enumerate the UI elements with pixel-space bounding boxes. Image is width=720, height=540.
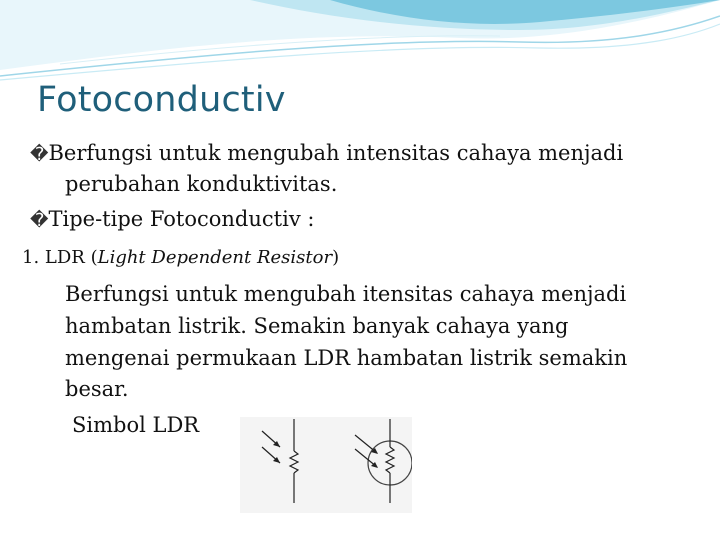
description-line-1: Berfungsi untuk mengubah itensitas cahaya menjadi [65,282,627,306]
symbol-label: Simbol LDR [72,413,200,437]
description-line-3: mengenai permukaan LDR hambatan listrik semakin [65,346,628,370]
bullet-text: Berfungsi untuk mengubah intensitas cahaya menjadi [48,141,624,165]
ldr-symbols [240,417,412,513]
description-line-2: hambatan listrik. Semakin banyak cahaya yang [65,314,569,338]
slide-title: Fotoconductiv [37,80,286,120]
bullet-item-1 [30,141,623,165]
bullet-item-2 [30,207,314,231]
numbered-item-ldr [22,247,339,268]
bullet-marker: � [30,210,49,231]
bullet-item-1-continued: perubahan konduktivitas. [65,172,338,196]
item-prefix: LDR ( [44,247,98,268]
bullet-marker: � [30,144,49,165]
item-number: 1. [22,247,40,268]
description-line-4: besar. [65,377,129,401]
item-italic-term: Light Dependent Resistor [97,247,333,268]
item-suffix: ) [332,247,340,268]
ldr-circle-symbol-icon [355,419,412,503]
ldr-symbol-figure [240,417,412,513]
ldr-resistor-symbol-icon [262,419,298,503]
bullet-text: Tipe-tipe Fotoconductiv : [48,207,315,231]
header-wave-decoration [0,0,720,90]
